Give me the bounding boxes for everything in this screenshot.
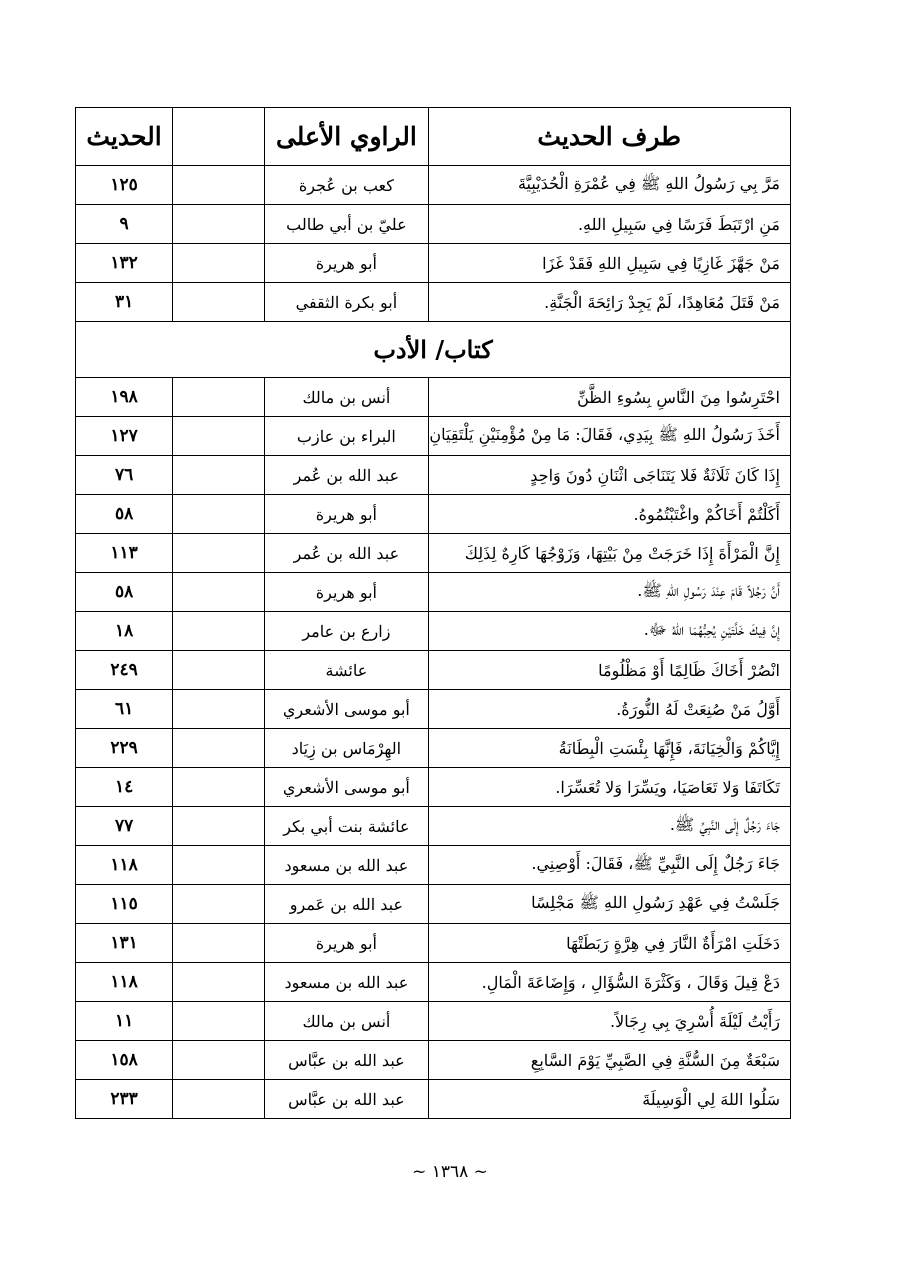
hadith-text-cell: جَاءَ رَجُلٌ إِلَى النَّبِيِّ ﷺ، فَقَالَ: أَوْصِنِي. [428,846,791,885]
table-row [76,205,791,244]
hadith-text-cell: مَنِ ارْتَبَطَ فَرَسًا فِي سَبِيلِ اللهِ. [428,205,791,244]
table-row [76,690,791,729]
section-body [76,322,791,378]
hadith-number-cell: ٢٢٩ [76,729,173,768]
hadith-number-cell: ٧٦ [76,456,173,495]
section-heading-row [76,322,791,378]
narrator-cell: عبد الله بن عُمر [265,456,428,495]
hadith-text-cell: جَاءَ رَجُلٌ إِلَى النَّبِيِّ ﷺ. [428,807,791,846]
hadith-text-cell: تَكَاتَفَا وَلا تَعَاصَيَا، ويَسِّرَا وَلا تُعَسِّرَا. [428,768,791,807]
narrator-cell: أبو هريرة [265,573,428,612]
hadith-text-cell: أَكَلْتُمْ أَخَاكُمْ واغْتَبْتُمُوهُ. [428,495,791,534]
hadith-text-cell: أَوَّلُ مَنْ صُنِعَتْ لَهُ النُّورَةُ. [428,690,791,729]
blank-cell [173,924,265,963]
narrator-cell: أبو موسى الأشعري [265,768,428,807]
header-hadith-number: الحديث [76,108,173,166]
table-row [76,495,791,534]
table-row [76,244,791,283]
table-row [76,166,791,205]
table-row [76,534,791,573]
hadith-number-cell: ١٢٥ [76,166,173,205]
table-row [76,573,791,612]
hadith-text-cell: إِنَّ فِيكَ خَلَّتَيْنِ يُحِبُّهُمَا اللهُ ﷻ. [428,612,791,651]
hadith-text-cell: إِذَا كَانَ ثَلَاثَةٌ فَلا يَتَنَاجَى اثْنَانِ دُونَ وَاحِدٍ [428,456,791,495]
table-row [76,1080,791,1119]
hadith-text-cell: أَخَذَ رَسُولُ اللهِ ﷺ بِيَدِي، فَقَالَ: مَا مِنْ مُؤْمِنَيْنِ يَلْتَقِيَانِ [428,417,791,456]
narrator-cell: عبد الله بن عبَّاس [265,1080,428,1119]
narrator-cell: أنس بن مالك [265,378,428,417]
hadith-number-cell: ٢٤٩ [76,651,173,690]
hadith-number-cell: ١١٨ [76,963,173,1002]
table-row [76,1002,791,1041]
narrator-cell: عائشة [265,651,428,690]
blank-cell [173,768,265,807]
table-row [76,651,791,690]
table-body-bottom [76,378,791,1119]
narrator-cell: عبد الله بن مسعود [265,846,428,885]
hadith-number-cell: ٢٣٣ [76,1080,173,1119]
blank-cell [173,690,265,729]
hadith-number-cell: ٣١ [76,283,173,322]
hadith-text-cell: دَعْ قِيلَ وَقَالَ ، وَكَثْرَةَ السُّؤَالِ ، وَإِضَاعَةَ الْمَالِ. [428,963,791,1002]
hadith-text-cell: مَنْ جَهَّزَ غَازِيًا فِي سَبِيلِ اللهِ فَقَدْ غَزَا [428,244,791,283]
blank-cell [173,807,265,846]
hadith-index-table [75,107,791,1119]
table-row [76,378,791,417]
narrator-cell: كعب بن عُجرة [265,166,428,205]
narrator-cell: أبو بكرة الثقفي [265,283,428,322]
hadith-number-cell: ١١ [76,1002,173,1041]
table-row [76,963,791,1002]
narrator-cell: أبو هريرة [265,495,428,534]
table-row [76,1041,791,1080]
hadith-text-cell: أَنَّ رَجُلاً قَامَ عِنْدَ رَسُولِ اللهِ ﷺ. [428,573,791,612]
table-row [76,283,791,322]
blank-cell [173,495,265,534]
table-body-top [76,166,791,322]
hadith-number-cell: ١١٥ [76,885,173,924]
hadith-number-cell: ١٤ [76,768,173,807]
header-hadith-text: طرف الحديث [428,108,791,166]
narrator-cell: أبو هريرة [265,924,428,963]
blank-cell [173,885,265,924]
blank-cell [173,1080,265,1119]
narrator-cell: عبد الله بن مسعود [265,963,428,1002]
blank-cell [173,534,265,573]
narrator-cell: البراء بن عازب [265,417,428,456]
hadith-number-cell: ٧٧ [76,807,173,846]
blank-cell [173,1041,265,1080]
table-row [76,729,791,768]
hadith-number-cell: ١٩٨ [76,378,173,417]
hadith-number-cell: ١٣١ [76,924,173,963]
table-row [76,846,791,885]
hadith-number-cell: ٦١ [76,690,173,729]
blank-cell [173,651,265,690]
hadith-number-cell: ١٥٨ [76,1041,173,1080]
table-header-row [76,108,791,166]
table-row [76,885,791,924]
hadith-text-cell: إِنَّ الْمَرْأَةَ إِذَا خَرَجَتْ مِنْ بَيْتِهَا، وَزَوْجُهَا كَارِهٌ لِذَلِكَ [428,534,791,573]
blank-cell [173,378,265,417]
narrator-cell: الهِرْمَاس بن زِيَاد [265,729,428,768]
blank-cell [173,1002,265,1041]
hadith-number-cell: ١١٨ [76,846,173,885]
narrator-cell: زارع بن عامر [265,612,428,651]
blank-cell [173,612,265,651]
narrator-cell: عائشة بنت أبي بكر [265,807,428,846]
hadith-number-cell: ١٨ [76,612,173,651]
hadith-text-cell: رَأَيْتُ لَيْلَةَ أُسْرِيَ بِي رِجَالاً. [428,1002,791,1041]
hadith-number-cell: ١٣٢ [76,244,173,283]
blank-cell [173,846,265,885]
hadith-text-cell: جَلَسْتُ فِي عَهْدِ رَسُولِ اللهِ ﷺ مَجْلِسًا [428,885,791,924]
blank-cell [173,963,265,1002]
hadith-number-cell: ٥٨ [76,495,173,534]
blank-cell [173,283,265,322]
page-number: ~ ١٣٦٨ ~ [412,1162,488,1182]
blank-cell [173,729,265,768]
hadith-number-cell: ٥٨ [76,573,173,612]
header-narrator: الراوي الأعلى [265,108,428,166]
blank-cell [173,166,265,205]
blank-cell [173,573,265,612]
table-row [76,456,791,495]
hadith-text-cell: انْصُرْ أَخَاكَ ظَالِمًا أَوْ مَظْلُومًا [428,651,791,690]
table-row [76,924,791,963]
hadith-number-cell: ٩ [76,205,173,244]
blank-cell [173,205,265,244]
narrator-cell: عبد الله بن عبَّاس [265,1041,428,1080]
section-title: كتاب/ الأدب [76,322,791,378]
narrator-cell: عبد الله بن عَمرو [265,885,428,924]
table-row [76,807,791,846]
hadith-number-cell: ١١٣ [76,534,173,573]
hadith-text-cell: مَرَّ بِي رَسُولُ اللهِ ﷺ فِي عُمْرَةِ الْحُدَيْبِيَّةَ [428,166,791,205]
table-row [76,768,791,807]
blank-cell [173,417,265,456]
narrator-cell: أبو موسى الأشعري [265,690,428,729]
blank-cell [173,456,265,495]
narrator-cell: عليّ بن أبي طالب [265,205,428,244]
header-blank [173,108,265,166]
table-row [76,417,791,456]
hadith-text-cell: دَخَلَتِ امْرَأَةٌ النَّارَ فِي هِرَّةٍ رَبَطَتْهَا [428,924,791,963]
hadith-text-cell: مَنْ قَتَلَ مُعَاهِدًا، لَمْ يَجِدْ رَائِحَةَ الْجَنَّةِ. [428,283,791,322]
hadith-number-cell: ١٢٧ [76,417,173,456]
narrator-cell: عبد الله بن عُمر [265,534,428,573]
table-row [76,612,791,651]
narrator-cell: أنس بن مالك [265,1002,428,1041]
hadith-text-cell: احْتَرِسُوا مِنَ النَّاسِ بِسُوءِ الظَّنِّ [428,378,791,417]
hadith-text-cell: سَبْعَةٌ مِنَ السُّنَّةِ فِي الصَّبِيِّ يَوْمَ السَّابِعِ [428,1041,791,1080]
hadith-text-cell: سَلُوا اللهَ لِي الْوَسِيلَةَ [428,1080,791,1119]
hadith-text-cell: إِيَّاكُمْ وَالْخِيَانَةَ، فَإِنَّهَا بِئْسَتِ الْبِطَانَةُ [428,729,791,768]
narrator-cell: أبو هريرة [265,244,428,283]
blank-cell [173,244,265,283]
